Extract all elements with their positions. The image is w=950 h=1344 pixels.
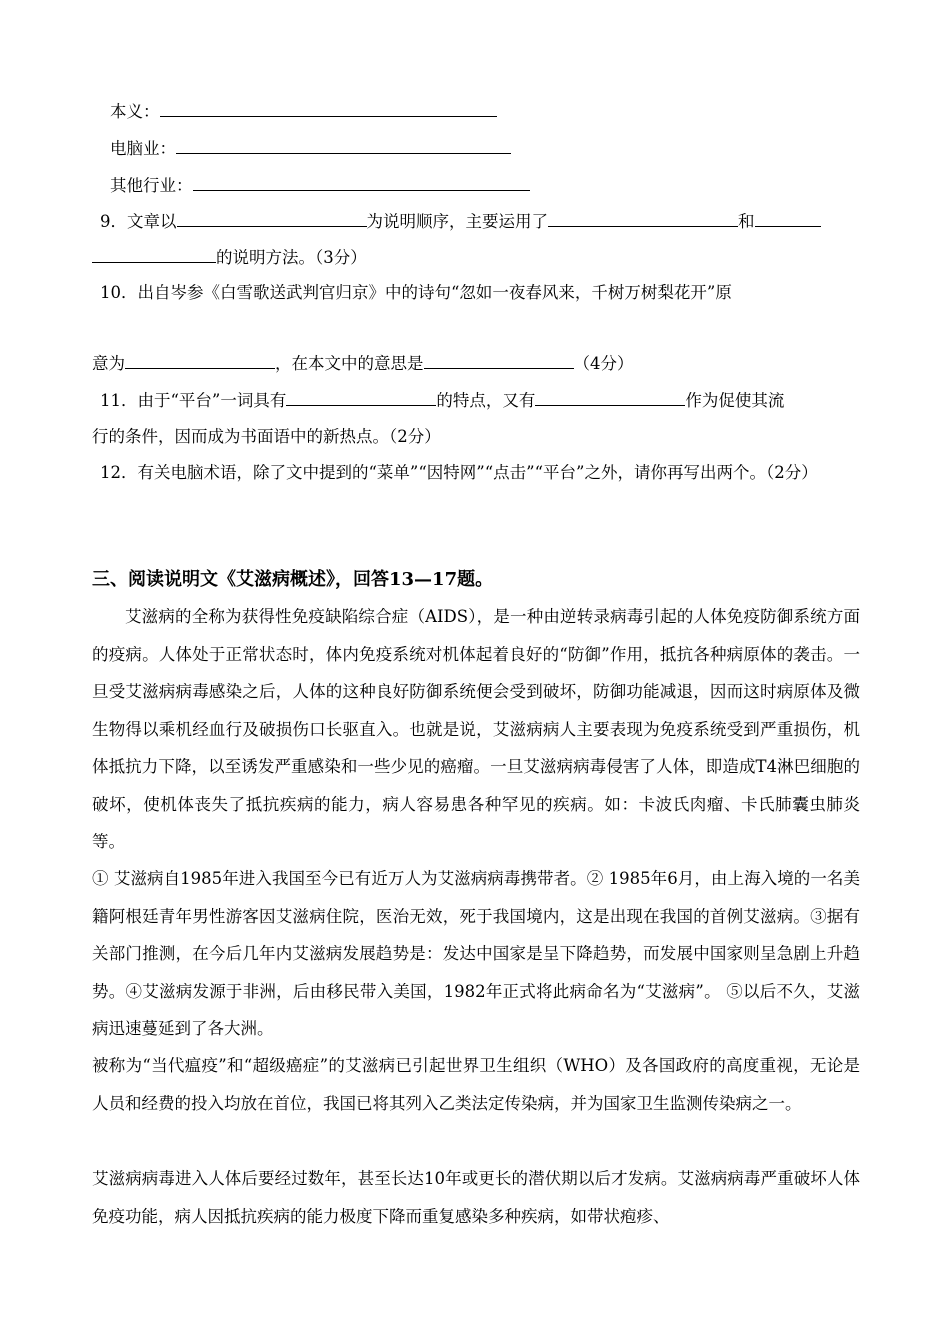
q10-text-1: 意为 [92, 354, 125, 373]
q9-line1 [100, 210, 821, 234]
q11-line1 [100, 389, 784, 413]
q10-text-3: （4分） [573, 354, 634, 373]
q8-diannao-label: 电脑业： [110, 139, 176, 158]
q11-line2: 行的条件，因而成为书面语中的新热点。（2分） [92, 427, 441, 446]
section3-paragraph-4: 艾滋病病毒进入人体后要经过数年，甚至长达10年或更长的潜伏期以后才发病。艾滋病病毒严重破坏人体免疫功能，病人因抵抗疾病的能力极度下降而重复感染多种疾病，如带状疱疹、 [92, 1169, 860, 1226]
section3-heading: 三、阅读说明文《艾滋病概述》，回答13—17题。 [92, 569, 494, 590]
q8-benyi-line [110, 100, 497, 124]
q9-blank-2[interactable] [548, 210, 738, 227]
section3-paragraph-2: ① 艾滋病自1985年进入我国至今已有近万人为艾滋病病毒携带者。② 1985年6月，由上海入境的一名美籍阿根廷青年男性游客因艾滋病住院，医治无效，死于我国境内，这是出现在我国的首例艾滋病。③据有关部门推测，在今后几年内艾滋病发展趋势是：发达中国家是呈下降趋势，而发展中国家则呈急剧上升趋势。④艾滋病发源于非洲，后由移民带入美国，1982年正式将此病命名为“艾滋病”。 ⑤以后不久，艾滋病迅速蔓延到了各大洲。 [92, 869, 860, 1038]
section3-paragraph-1: 艾滋病的全称为获得性免疫缺陷综合症（AIDS），是一种由逆转录病毒引起的人体免疫防御系统方面的疫病。人体处于正常状态时，体内免疫系统对机体起着良好的“防御”作用，抵抗各种病原体的袭击。一旦受艾滋病病毒感染之后，人体的这种良好防御系统便会受到破坏，防御功能减退，因而这时病原体及微生物得以乘机经血行及破损伤口长驱直入。也就是说，艾滋病病人主要表现为免疫系统受到严重损伤，机体抵抗力下降，以至诱发严重感染和一些少见的癌瘤。一旦艾滋病病毒侵害了人体，即造成T4淋巴细胞的破坏，使机体丧失了抵抗疾病的能力，病人容易患各种罕见的疾病。如：卡波氏肉瘤、卡氏肺囊虫肺炎等。 [92, 607, 860, 851]
q11-blank-1[interactable] [286, 389, 436, 406]
q10-line1: 10．出自岑参《白雪歌送武判官归京》中的诗句“忽如一夜春风来，千树万树梨花开”原 [100, 283, 732, 302]
section3-paragraph-3: 被称为“当代瘟疫”和“超级癌症”的艾滋病已引起世界卫生组织（WHO）及各国政府的高度重视，无论是人员和经费的投入均放在首位，我国已将其列入乙类法定传染病，并为国家卫生监测传染病之一。 [92, 1056, 860, 1113]
q8-diannao-blank[interactable] [176, 137, 511, 154]
q11-text-2: 的特点，又有 [436, 391, 536, 410]
q9-line2 [92, 246, 367, 270]
q8-benyi-label: 本义： [110, 102, 160, 121]
q9-text-4: 的说明方法。（3分） [216, 248, 367, 267]
q10-line2 [92, 352, 634, 376]
q12-text: 12．有关电脑术语，除了文中提到的“菜单”“因特网”“点击”“平台”之外，请你再写出两个。（2分） [100, 463, 818, 482]
q9-blank-3b[interactable] [92, 246, 216, 263]
q8-benyi-blank[interactable] [160, 100, 497, 117]
q8-diannao-line [110, 137, 511, 161]
q10-blank-1[interactable] [125, 352, 275, 369]
q11-blank-2[interactable] [535, 389, 685, 406]
q10-blank-2[interactable] [424, 352, 574, 369]
q10-text-2: ，在本文中的意思是 [275, 354, 424, 373]
q9-blank-3a[interactable] [755, 210, 821, 227]
q11-text-1: 11．由于“平台”一词具有 [100, 391, 287, 410]
q9-text-3: 和 [738, 212, 755, 231]
q11-text-3: 作为促使其流 [685, 391, 785, 410]
q8-qita-line [110, 174, 530, 198]
q9-blank-1[interactable] [177, 210, 367, 227]
q9-text-2: 为说明顺序，主要运用了 [366, 212, 548, 231]
q8-qita-blank[interactable] [193, 174, 530, 191]
q8-qita-label: 其他行业： [110, 176, 193, 195]
q9-text-1: 9．文章以 [100, 212, 177, 231]
